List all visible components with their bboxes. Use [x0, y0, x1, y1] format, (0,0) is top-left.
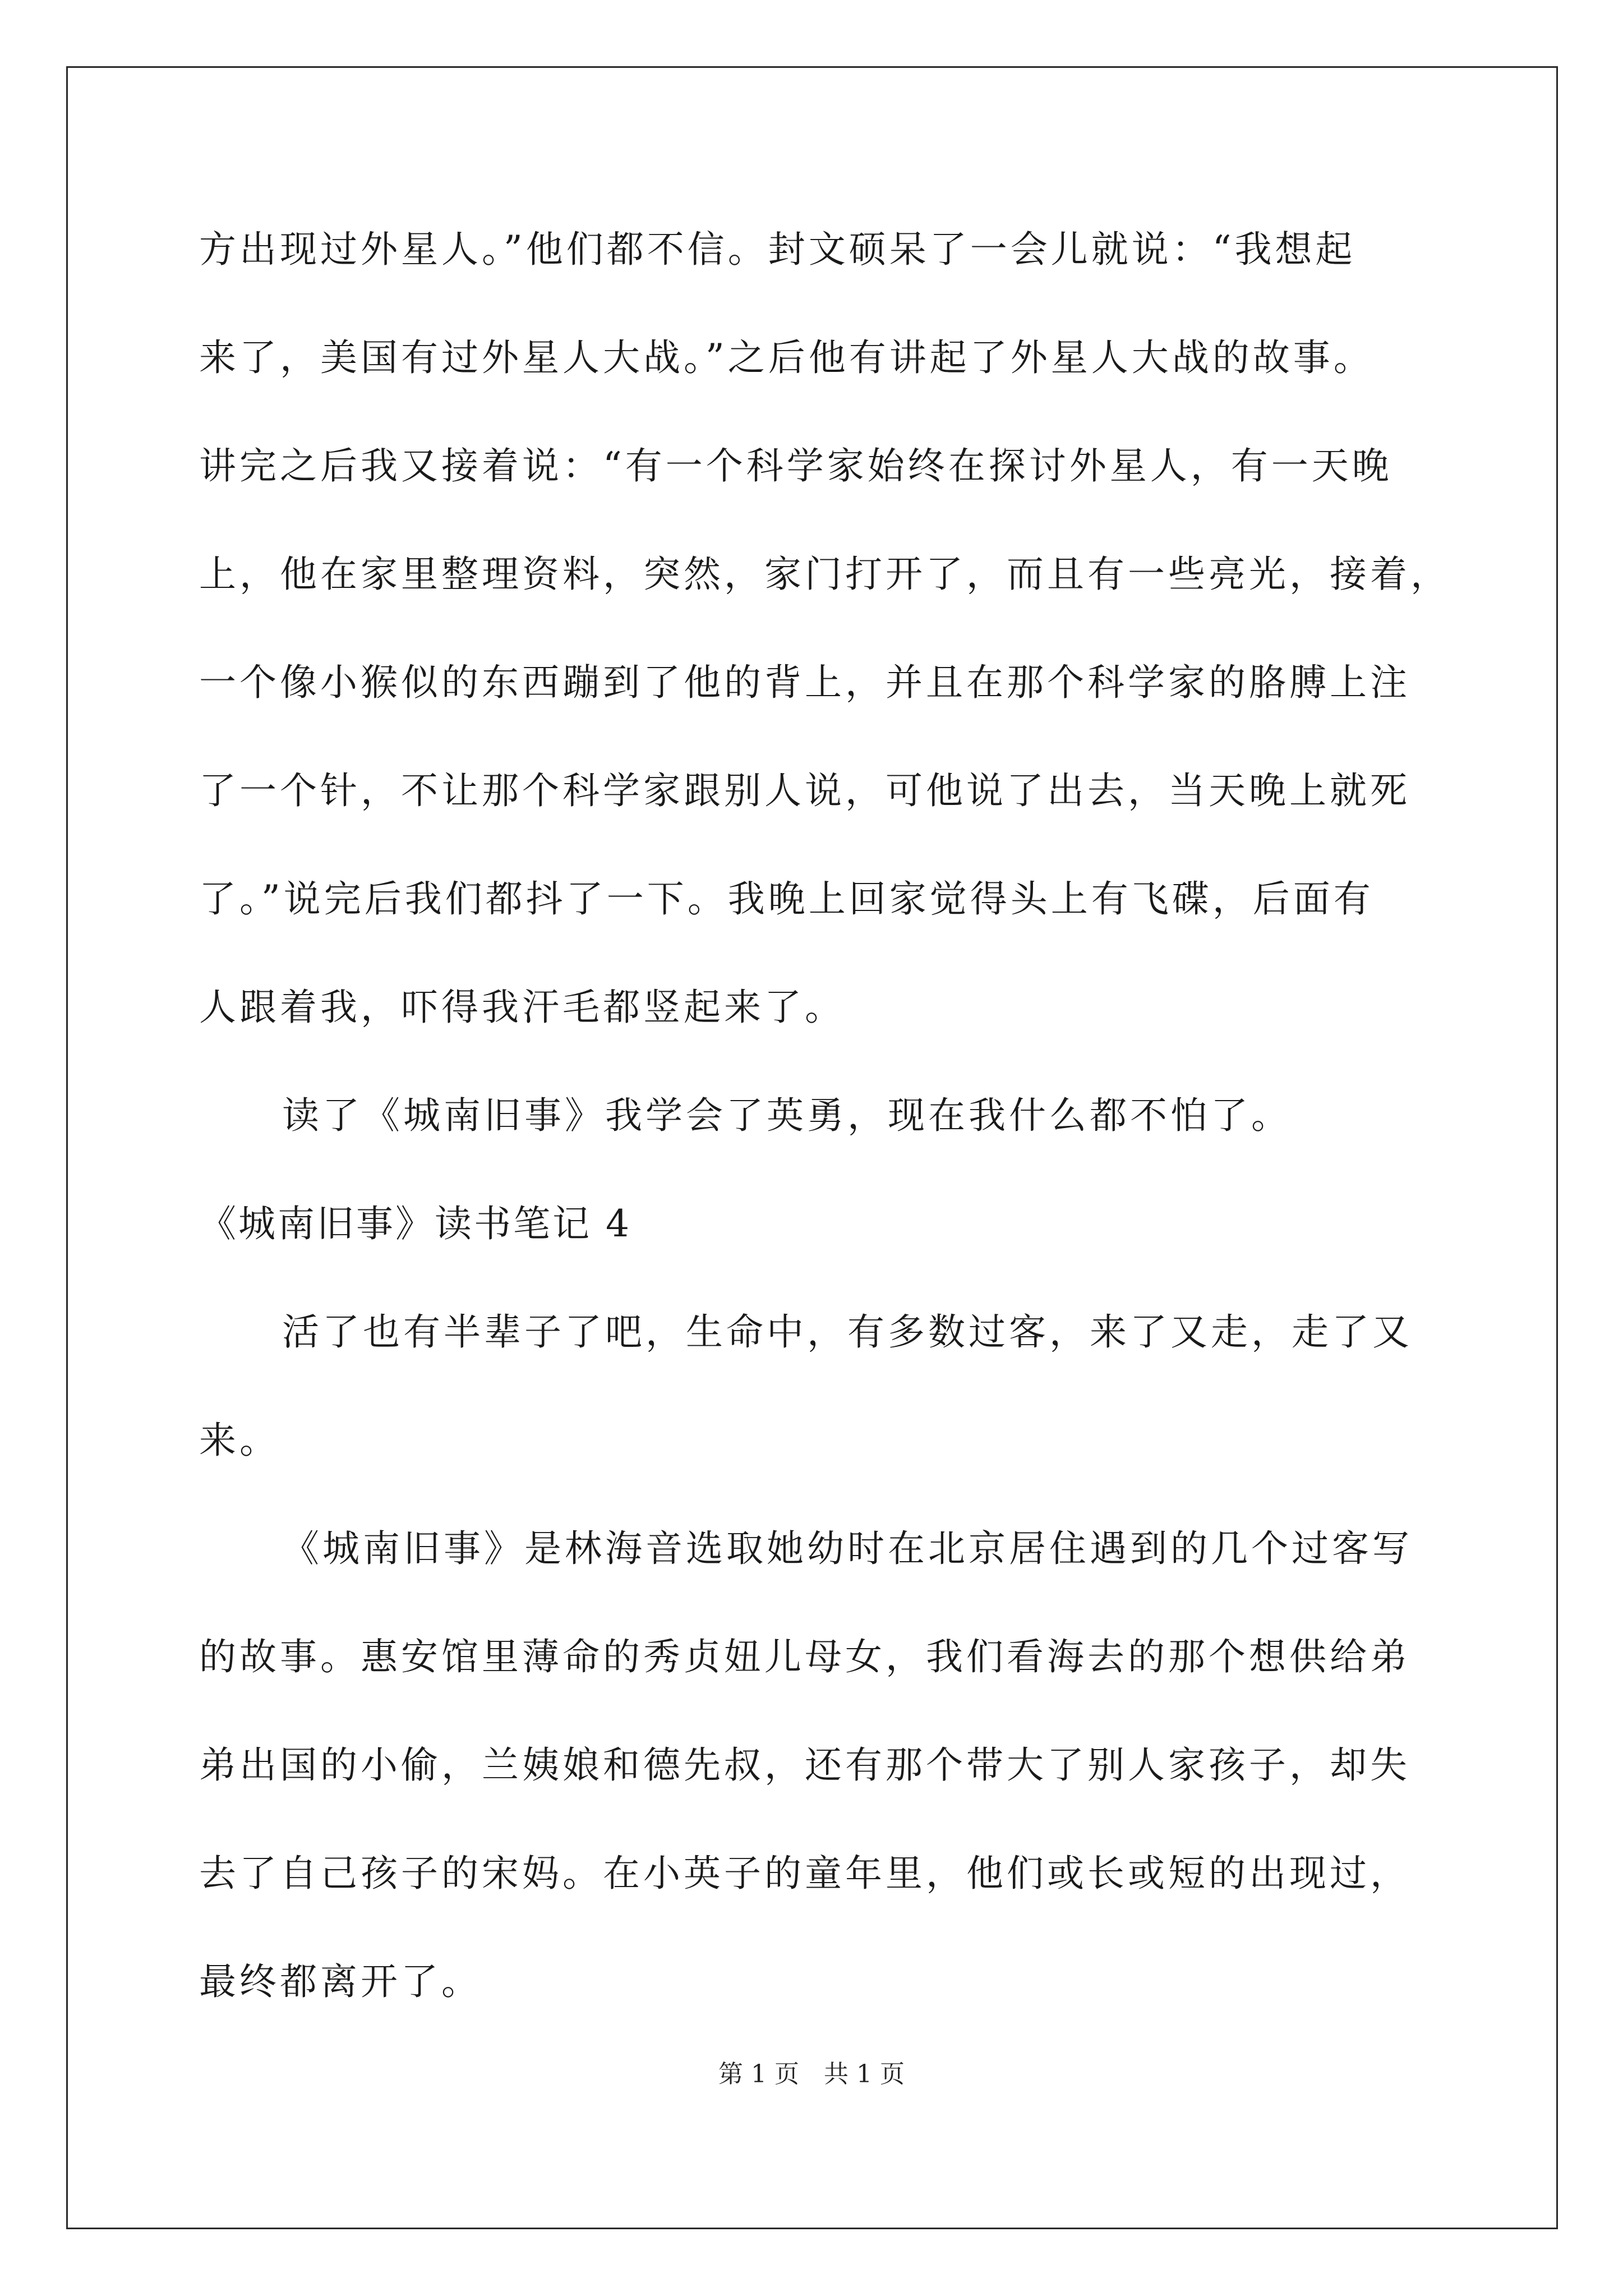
paragraph-line: 读了《城南旧事》我学会了英勇，现在我什么都不怕了。 — [282, 1094, 1292, 1137]
text-line: 一个像小猴似的东西蹦到了他的背上，并且在那个科学家的胳膊上注 — [199, 661, 1410, 704]
text-line: 人跟着我，吓得我汗毛都竖起来了。 — [199, 986, 845, 1029]
document-body — [199, 219, 1455, 2059]
text-line: 讲完之后我又接着说：“有一个科学家始终在探讨外星人，有一天晚 — [199, 444, 1393, 487]
text-line: 来了，美国有过外星人大战。”之后他有讲起了外星人大战的故事。 — [199, 336, 1374, 379]
text-line: 最终都离开了。 — [199, 1960, 482, 2003]
text-line: 的故事。惠安馆里薄命的秀贞妞儿母女，我们看海去的那个想供给弟 — [199, 1635, 1410, 1678]
text-line: 来。 — [199, 1419, 280, 1462]
text-line: 了。”说完后我们都抖了一下。我晚上回家觉得头上有飞碟，后面有 — [199, 877, 1374, 921]
paragraph-line: 《城南旧事》是林海音选取她幼时在北京居住遇到的几个过客写 — [282, 1527, 1413, 1570]
text-line: 上，他在家里整理资料，突然，家门打开了，而且有一些亮光，接着， — [199, 553, 1451, 596]
page-number-footer: 第 1 页 共 1 页 — [718, 2060, 905, 2088]
text-line: 方出现过外星人。”他们都不信。封文硕呆了一会儿就说：“我想起 — [199, 228, 1356, 271]
text-line: 了一个针，不让那个科学家跟别人说，可他说了出去，当天晚上就死 — [199, 769, 1410, 812]
text-line: 去了自己孩子的宋妈。在小英子的童年里，他们或长或短的出现过， — [199, 1852, 1410, 1895]
text-line: 弟出国的小偷，兰姨娘和德先叔，还有那个带大了别人家孩子，却失 — [199, 1743, 1410, 1787]
paragraph-line: 活了也有半辈子了吧，生命中，有多数过客，来了又走，走了又 — [282, 1310, 1413, 1354]
section-heading: 《城南旧事》读书笔记 4 — [199, 1202, 631, 1245]
